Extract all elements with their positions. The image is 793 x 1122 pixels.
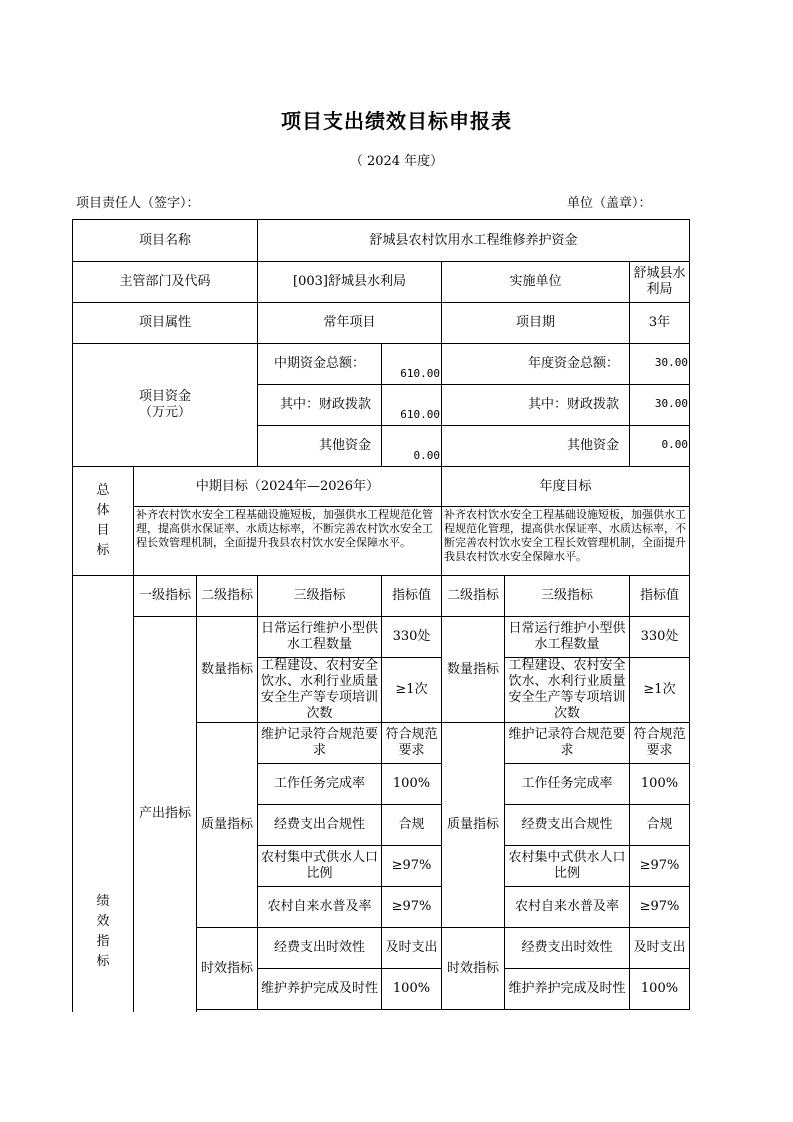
indicator-value-annual: 100%: [630, 969, 690, 1010]
indicator-value: 合规: [382, 805, 442, 846]
implementing-unit-label: 实施单位: [442, 262, 630, 303]
annual-fiscal-label: 其中：财政拨款: [442, 385, 630, 426]
annual-other-value: 0.00: [630, 426, 690, 467]
level1-output-indicator: 产出指标: [134, 617, 197, 1012]
responsible-signature-label: 项目责任人（签字）：: [76, 196, 200, 211]
indicator-name: 维护养护完成及时性: [258, 969, 382, 1010]
indicator-value-annual: 及时支出: [630, 928, 690, 969]
indicator-value-annual: 符合规范要求: [630, 723, 690, 764]
project-funds-label: [73, 344, 258, 467]
department-label: 主管部门及代码: [73, 262, 258, 303]
annual-total-value: 30.00: [630, 344, 690, 385]
mid-goal-text: 补齐农村饮水安全工程基础设施短板，加强供水工程规范化管理，提高供水保证率、水质达标率，不断完善农村饮水安全工程长效管理机制，全面提升我县农村饮水安全保障水平。: [134, 507, 442, 576]
indicator-value-annual: 合规: [630, 805, 690, 846]
indicator-name: 工程建设、农村安全饮水、水利行业质量安全生产等专项培训次数: [258, 658, 382, 723]
mid-fiscal-label: 其中：财政拨款: [258, 385, 382, 426]
indicator-name-annual: 工程建设、农村安全饮水、水利行业质量安全生产等专项培训次数: [505, 658, 630, 723]
page-title: 项目支出绩效目标申报表: [281, 109, 512, 133]
indicator-value: ≥97%: [382, 887, 442, 928]
indicator-name: 经费支出时效性: [258, 928, 382, 969]
indicator-name-annual: 工作任务完成率: [505, 764, 630, 805]
annual-total-label: 年度资金总额：: [442, 344, 630, 385]
department-value: [003]舒城县水利局: [258, 262, 442, 303]
quality-indicator: 质量指标: [197, 723, 258, 928]
indicator-value: ≥1次: [382, 658, 442, 723]
project-name-label: 项目名称: [73, 220, 258, 262]
header-value-annual: 指标值: [630, 576, 690, 617]
annual-other-label: 其他资金: [442, 426, 630, 467]
indicator-name-annual: 农村自来水普及率: [505, 887, 630, 928]
indicator-name: 工作任务完成率: [258, 764, 382, 805]
indicator-name-annual: 经费支出合规性: [505, 805, 630, 846]
table-continuation: [197, 1010, 690, 1012]
project-attribute-value: 常年项目: [258, 303, 442, 344]
mid-total-value: 610.00: [382, 344, 442, 385]
indicator-name: 经费支出合规性: [258, 805, 382, 846]
header-level1: 一级指标: [134, 576, 197, 617]
annual-fiscal-value: 30.00: [630, 385, 690, 426]
mid-fiscal-value: 610.00: [382, 385, 442, 426]
project-period-value: 3年: [630, 303, 690, 344]
annual-goal-header: 年度目标: [442, 467, 690, 507]
unit-seal-label: 单位（盖章）：: [567, 196, 652, 211]
overall-goal-side-label: 总体目标: [73, 467, 134, 576]
project-attribute-label: 项目属性: [73, 303, 258, 344]
indicator-name: 农村集中式供水人口比例: [258, 846, 382, 887]
indicator-name-annual: 经费支出时效性: [505, 928, 630, 969]
quantity-indicator-annual: 数量指标: [442, 617, 505, 723]
funds-label-line2: （万元）: [138, 405, 191, 420]
indicator-value-annual: ≥97%: [630, 846, 690, 887]
header-level3-annual: 三级指标: [505, 576, 630, 617]
indicator-value-annual: ≥97%: [630, 887, 690, 928]
implementing-unit-value: 舒城县水利局: [630, 262, 690, 303]
indicator-value-annual: 330处: [630, 617, 690, 658]
indicator-value: 符合规范要求: [382, 723, 442, 764]
header-value: 指标值: [382, 576, 442, 617]
project-name-value: 舒城县农村饮用水工程维修养护资金: [258, 220, 690, 262]
header-level2: 二级指标: [197, 576, 258, 617]
mid-total-label: 中期资金总额：: [258, 344, 382, 385]
indicator-name-annual: 维护记录符合规范要求: [505, 723, 630, 764]
indicator-name: 日常运行维护小型供水工程数量: [258, 617, 382, 658]
indicator-name-annual: 日常运行维护小型供水工程数量: [505, 617, 630, 658]
indicator-name: 维护记录符合规范要求: [258, 723, 382, 764]
time-indicator: 时效指标: [197, 928, 258, 1010]
annual-goal-text: 补齐农村饮水安全工程基础设施短板，加强供水工程规范化管理，提高供水保证率、水质达标率，不断完善农村饮水安全工程长效管理机制，全面提升我县农村饮水安全保障水平。: [442, 507, 690, 576]
header-level2-annual: 二级指标: [442, 576, 505, 617]
mid-other-label: 其他资金: [258, 426, 382, 467]
indicator-value-annual: 100%: [630, 764, 690, 805]
indicator-value: ≥97%: [382, 846, 442, 887]
quality-indicator-annual: 质量指标: [442, 723, 505, 928]
indicator-name-annual: 农村集中式供水人口比例: [505, 846, 630, 887]
quantity-indicator: 数量指标: [197, 617, 258, 723]
project-period-label: 项目期: [442, 303, 630, 344]
indicator-value-annual: ≥1次: [630, 658, 690, 723]
indicator-value: 100%: [382, 969, 442, 1010]
indicator-name-annual: 维护养护完成及时性: [505, 969, 630, 1010]
performance-indicator-side-label: 绩效指标: [73, 576, 134, 1012]
header-level3: 三级指标: [258, 576, 382, 617]
indicator-value: 100%: [382, 764, 442, 805]
mid-goal-header: 中期目标（2024年—2026年）: [134, 467, 442, 507]
mid-other-value: 0.00: [382, 426, 442, 467]
indicator-value: 及时支出: [382, 928, 442, 969]
indicator-value: 330处: [382, 617, 442, 658]
indicator-name: 农村自来水普及率: [258, 887, 382, 928]
time-indicator-annual: 时效指标: [442, 928, 505, 1010]
year-line: （ 2024 年度）: [349, 154, 444, 169]
funds-label-line1: 项目资金: [138, 389, 191, 404]
performance-target-table: [72, 219, 690, 1012]
